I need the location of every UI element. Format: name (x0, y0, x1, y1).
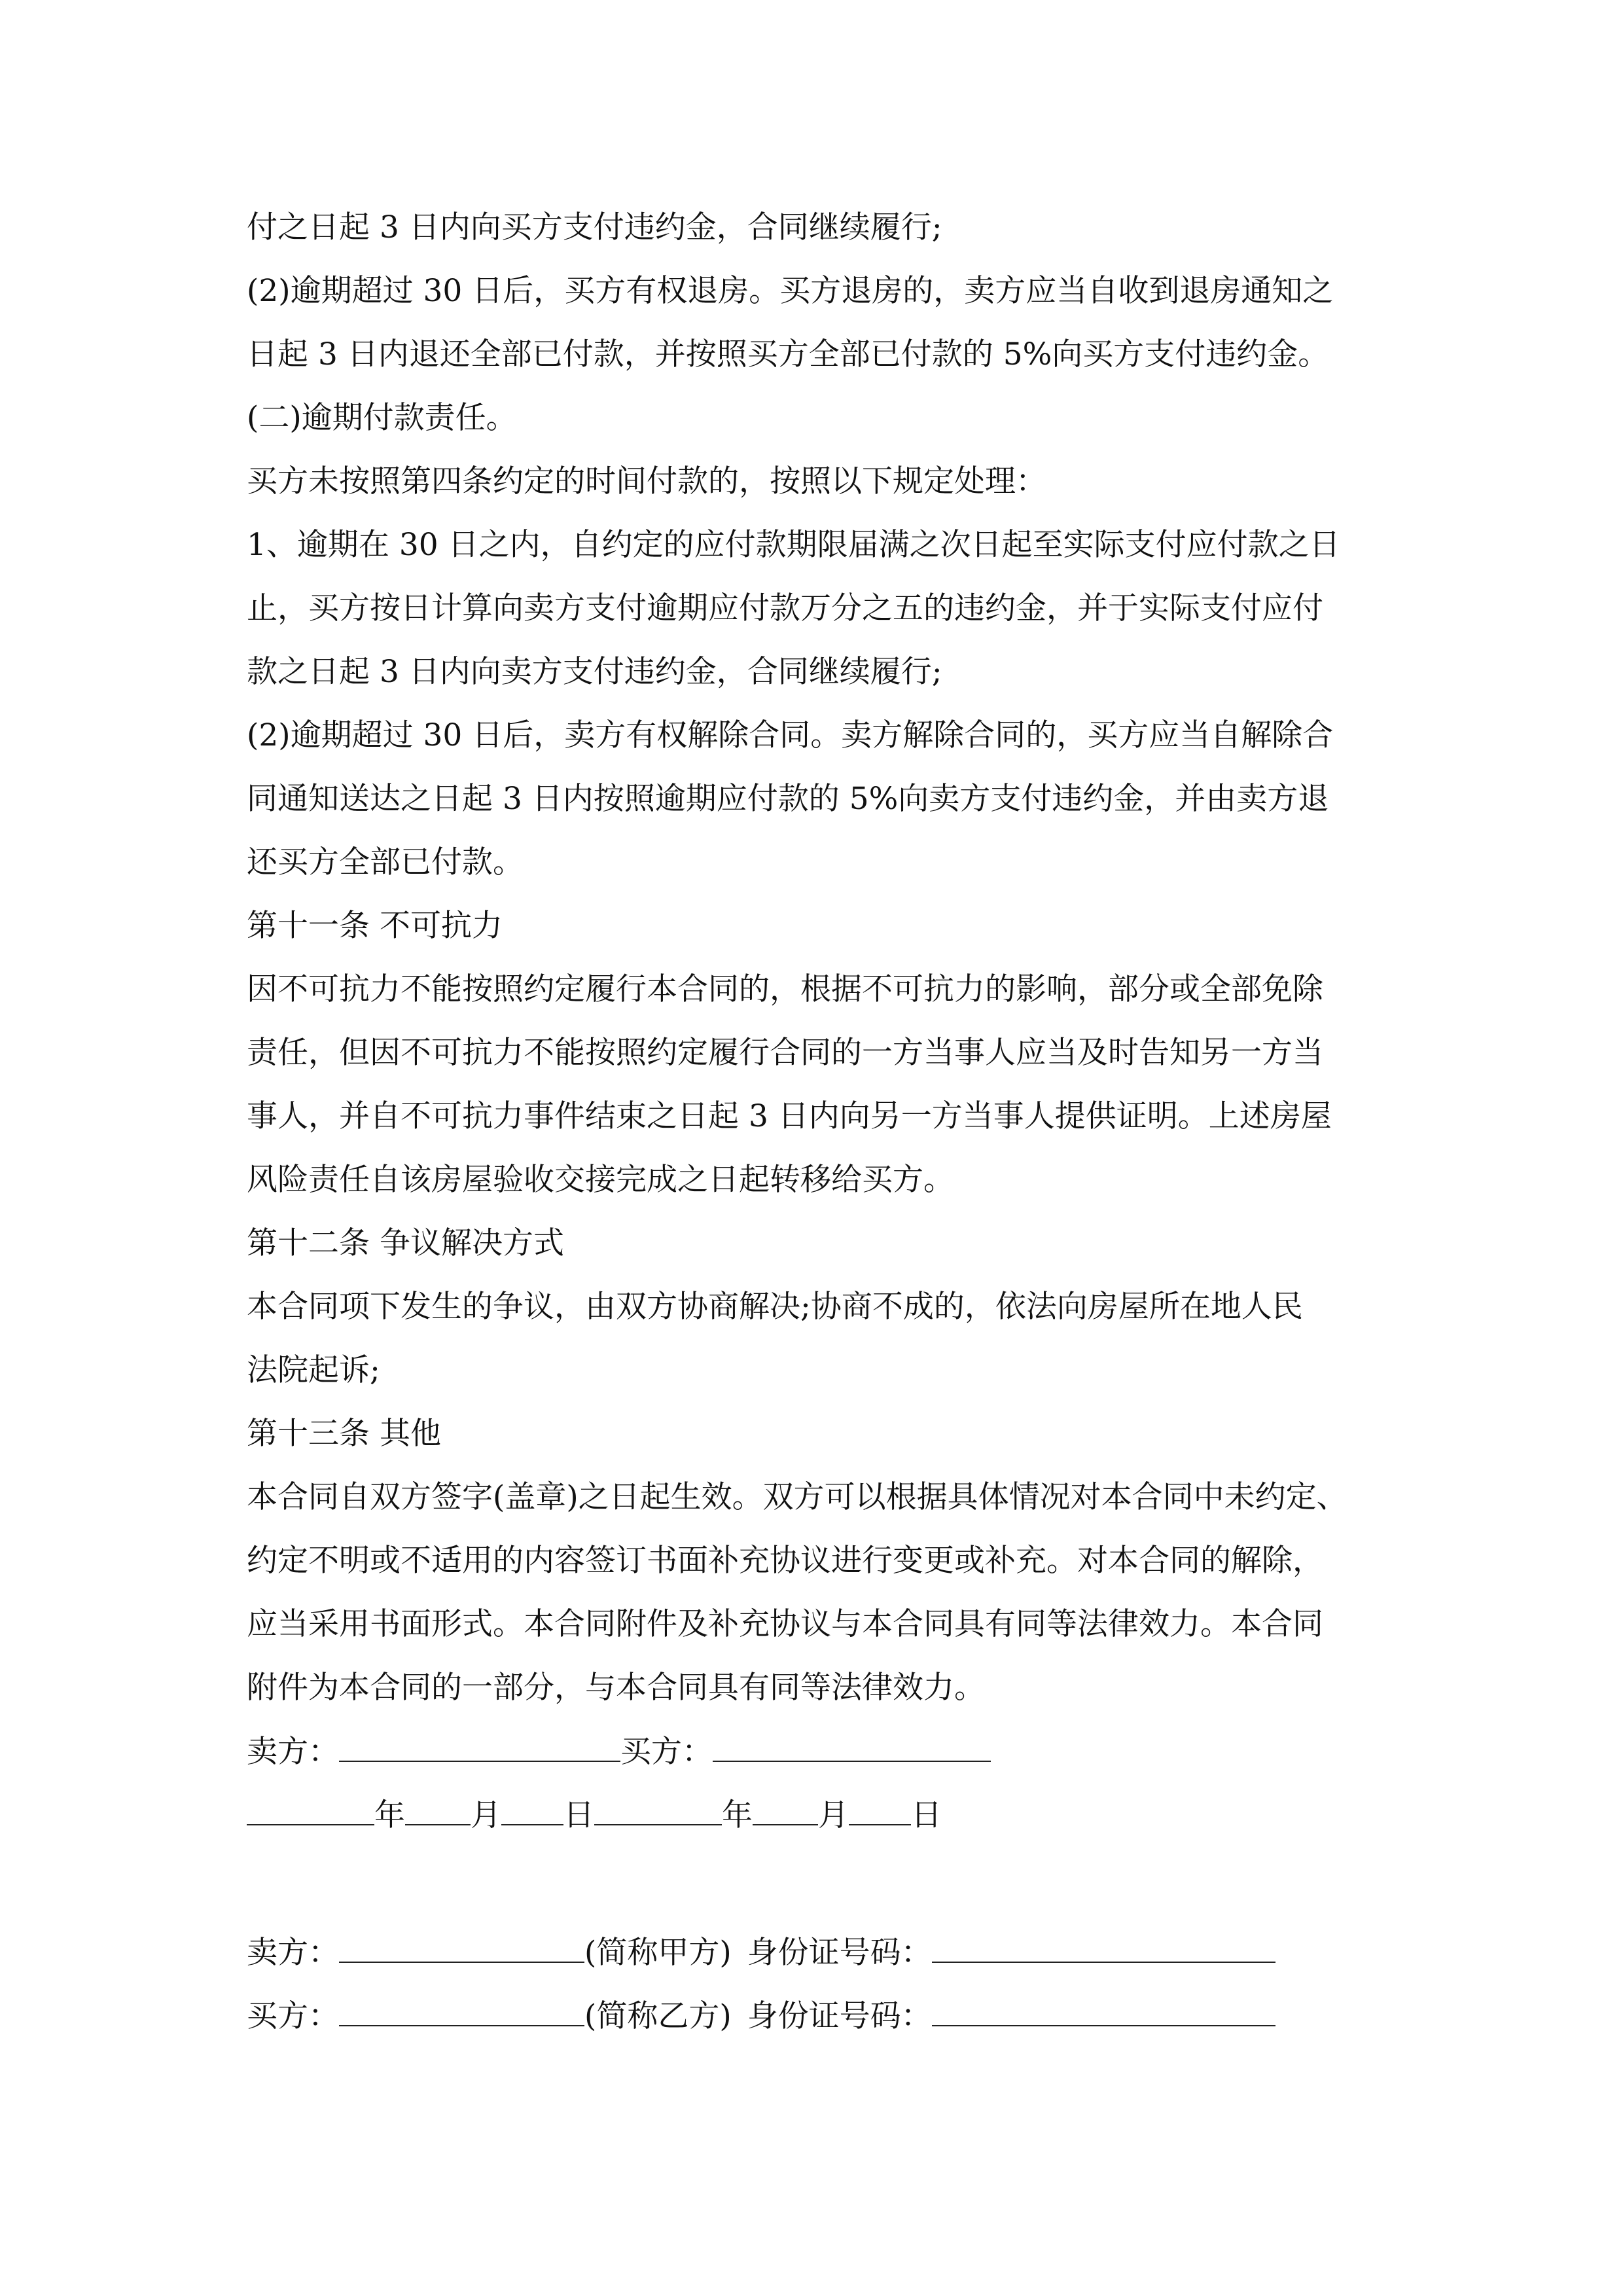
buyer-day-field[interactable] (849, 1795, 911, 1825)
seller-id-line (247, 1933, 1385, 1973)
seller-label: 卖方： (247, 1734, 339, 1770)
year-label: 年 (722, 1797, 753, 1833)
text-line: 风险责任自该房屋验收交接完成之日起转移给买方。 (247, 1162, 954, 1198)
text-line: 1、逾期在 30 日之内，自约定的应付款期限届满之次日起至实际支付应付款之日 (247, 527, 1340, 563)
buyer-label: 买方： (247, 1998, 339, 2034)
month-label: 月 (818, 1797, 849, 1833)
text-line: 事人，并自不可抗力事件结束之日起 3 日内向另一方当事人提供证明。上述房屋 (247, 1098, 1332, 1134)
text-line: (2)逾期超过 30 日后，买方有权退房。买方退房的，卖方应当自收到退房通知之 (247, 273, 1334, 309)
seller-year-field[interactable] (247, 1795, 374, 1825)
buyer-label: 买方： (620, 1734, 713, 1770)
text-line: 还买方全部已付款。 (247, 844, 524, 880)
signature-line (247, 1732, 1385, 1772)
section-heading: (二)逾期付款责任。 (247, 400, 517, 436)
seller-short-name: (简称甲方) (584, 1935, 732, 1971)
buyer-name-field[interactable] (339, 1996, 584, 2026)
seller-day-field[interactable] (501, 1795, 563, 1825)
article-heading: 第十二条 争议解决方式 (247, 1225, 564, 1261)
text-line: 付之日起 3 日内向买方支付违约金，合同继续履行; (247, 209, 942, 245)
id-number-label: 身份证号码： (747, 1998, 932, 2034)
seller-label: 卖方： (247, 1935, 339, 1971)
seller-id-field[interactable] (932, 1933, 1275, 1963)
date-line (247, 1795, 1385, 1835)
text-line: 应当采用书面形式。本合同附件及补充协议与本合同具有同等法律效力。本合同 (247, 1606, 1323, 1642)
buyer-signature-field[interactable] (713, 1732, 991, 1762)
id-number-label: 身份证号码： (747, 1935, 932, 1971)
text-line: 本合同自双方签字(盖章)之日起生效。双方可以根据具体情况对本合同中未约定、 (247, 1479, 1347, 1515)
text-line: 约定不明或不适用的内容签订书面补充协议进行变更或补充。对本合同的解除， (247, 1543, 1323, 1579)
text-line: 法院起诉; (247, 1352, 380, 1388)
buyer-id-line (247, 1996, 1385, 2036)
text-line: 止，买方按日计算向卖方支付逾期应付款万分之五的违约金，并于实际支付应付 (247, 590, 1323, 626)
seller-name-field[interactable] (339, 1933, 584, 1963)
buyer-id-field[interactable] (932, 1996, 1275, 2026)
article-heading: 第十一条 不可抗力 (247, 908, 503, 944)
buyer-month-field[interactable] (753, 1795, 818, 1825)
text-line: 日起 3 日内退还全部已付款，并按照买方全部已付款的 5%向买方支付违约金。 (247, 336, 1329, 372)
buyer-year-field[interactable] (594, 1795, 722, 1825)
text-line: 买方未按照第四条约定的时间付款的，按照以下规定处理： (247, 463, 1046, 499)
year-label: 年 (374, 1797, 405, 1833)
day-label: 日 (563, 1797, 594, 1833)
day-label: 日 (911, 1797, 942, 1833)
text-line: (2)逾期超过 30 日后，卖方有权解除合同。卖方解除合同的，买方应当自解除合 (247, 717, 1334, 753)
text-line: 本合同项下发生的争议，由双方协商解决;协商不成的，依法向房屋所在地人民 (247, 1289, 1303, 1325)
text-line: 同通知送达之日起 3 日内按照逾期应付款的 5%向卖方支付违约金，并由卖方退 (247, 781, 1329, 817)
text-line: 因不可抗力不能按照约定履行本合同的，根据不可抗力的影响，部分或全部免除 (247, 971, 1323, 1007)
text-line: 附件为本合同的一部分，与本合同具有同等法律效力。 (247, 1670, 985, 1706)
article-heading: 第十三条 其他 (247, 1416, 441, 1452)
seller-signature-field[interactable] (339, 1732, 620, 1762)
text-line: 款之日起 3 日内向卖方支付违约金，合同继续履行; (247, 654, 942, 690)
seller-month-field[interactable] (405, 1795, 471, 1825)
month-label: 月 (471, 1797, 501, 1833)
buyer-short-name: (简称乙方) (584, 1998, 732, 2034)
text-line: 责任，但因不可抗力不能按照约定履行合同的一方当事人应当及时告知另一方当 (247, 1035, 1323, 1071)
